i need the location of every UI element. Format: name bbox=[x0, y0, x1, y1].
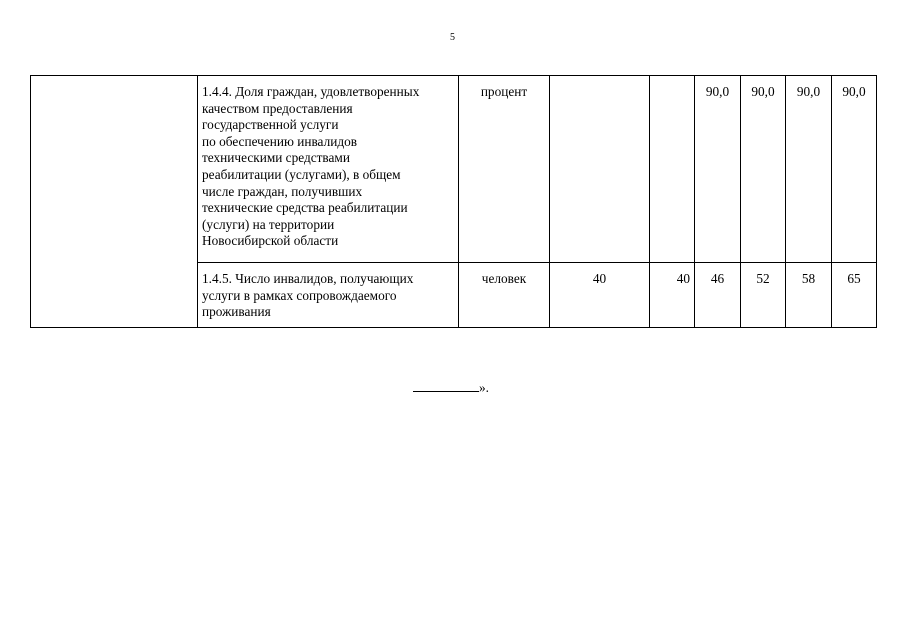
value-cell: 40 bbox=[650, 263, 695, 328]
table-row bbox=[31, 76, 877, 263]
value-cell: 52 bbox=[741, 263, 786, 328]
closing-quote: ». bbox=[479, 380, 489, 395]
value-cell bbox=[650, 76, 695, 263]
value-cell: 40 bbox=[550, 263, 650, 328]
indicator-cell bbox=[198, 263, 459, 328]
indicator-line: Новосибирской области bbox=[202, 233, 339, 249]
indicator-line: услуги в рамках сопровождаемого bbox=[202, 287, 397, 303]
unit-cell: процент bbox=[459, 76, 550, 263]
indicator-cell bbox=[198, 76, 459, 263]
value-cell: 90,0 bbox=[832, 76, 877, 263]
blank-line bbox=[413, 378, 479, 392]
indicator-line: числе граждан, получивших bbox=[202, 183, 363, 199]
indicator-line: по обеспечению инвалидов bbox=[202, 133, 358, 149]
indicator-line: государственной услуги bbox=[202, 117, 339, 133]
indicator-line: реабилитации (услугами), в общем bbox=[202, 166, 401, 182]
value-cell: 58 bbox=[786, 263, 832, 328]
value-cell: 65 bbox=[832, 263, 877, 328]
value-cell: 90,0 bbox=[786, 76, 832, 263]
closing-mark bbox=[413, 378, 489, 396]
indicator-line: 1.4.4. Доля граждан, удовлетворенных bbox=[202, 84, 420, 99]
page-number: 5 bbox=[450, 32, 455, 43]
indicator-line: качеством предоставления bbox=[202, 100, 353, 116]
indicator-line: 1.4.5. Число инвалидов, получающих bbox=[202, 271, 414, 286]
value-cell: 90,0 bbox=[741, 76, 786, 263]
value-cell bbox=[550, 76, 650, 263]
value-cell: 90,0 bbox=[695, 76, 741, 263]
indicator-line: (услуги) на территории bbox=[202, 216, 335, 232]
unit-cell: человек bbox=[459, 263, 550, 328]
indicator-line: проживания bbox=[202, 304, 271, 320]
indicator-table bbox=[30, 75, 877, 328]
value-cell: 46 bbox=[695, 263, 741, 328]
table-cell-group bbox=[31, 76, 198, 328]
indicator-line: техническими средствами bbox=[202, 150, 350, 166]
indicator-line: технические средства реабилитации bbox=[202, 200, 408, 216]
